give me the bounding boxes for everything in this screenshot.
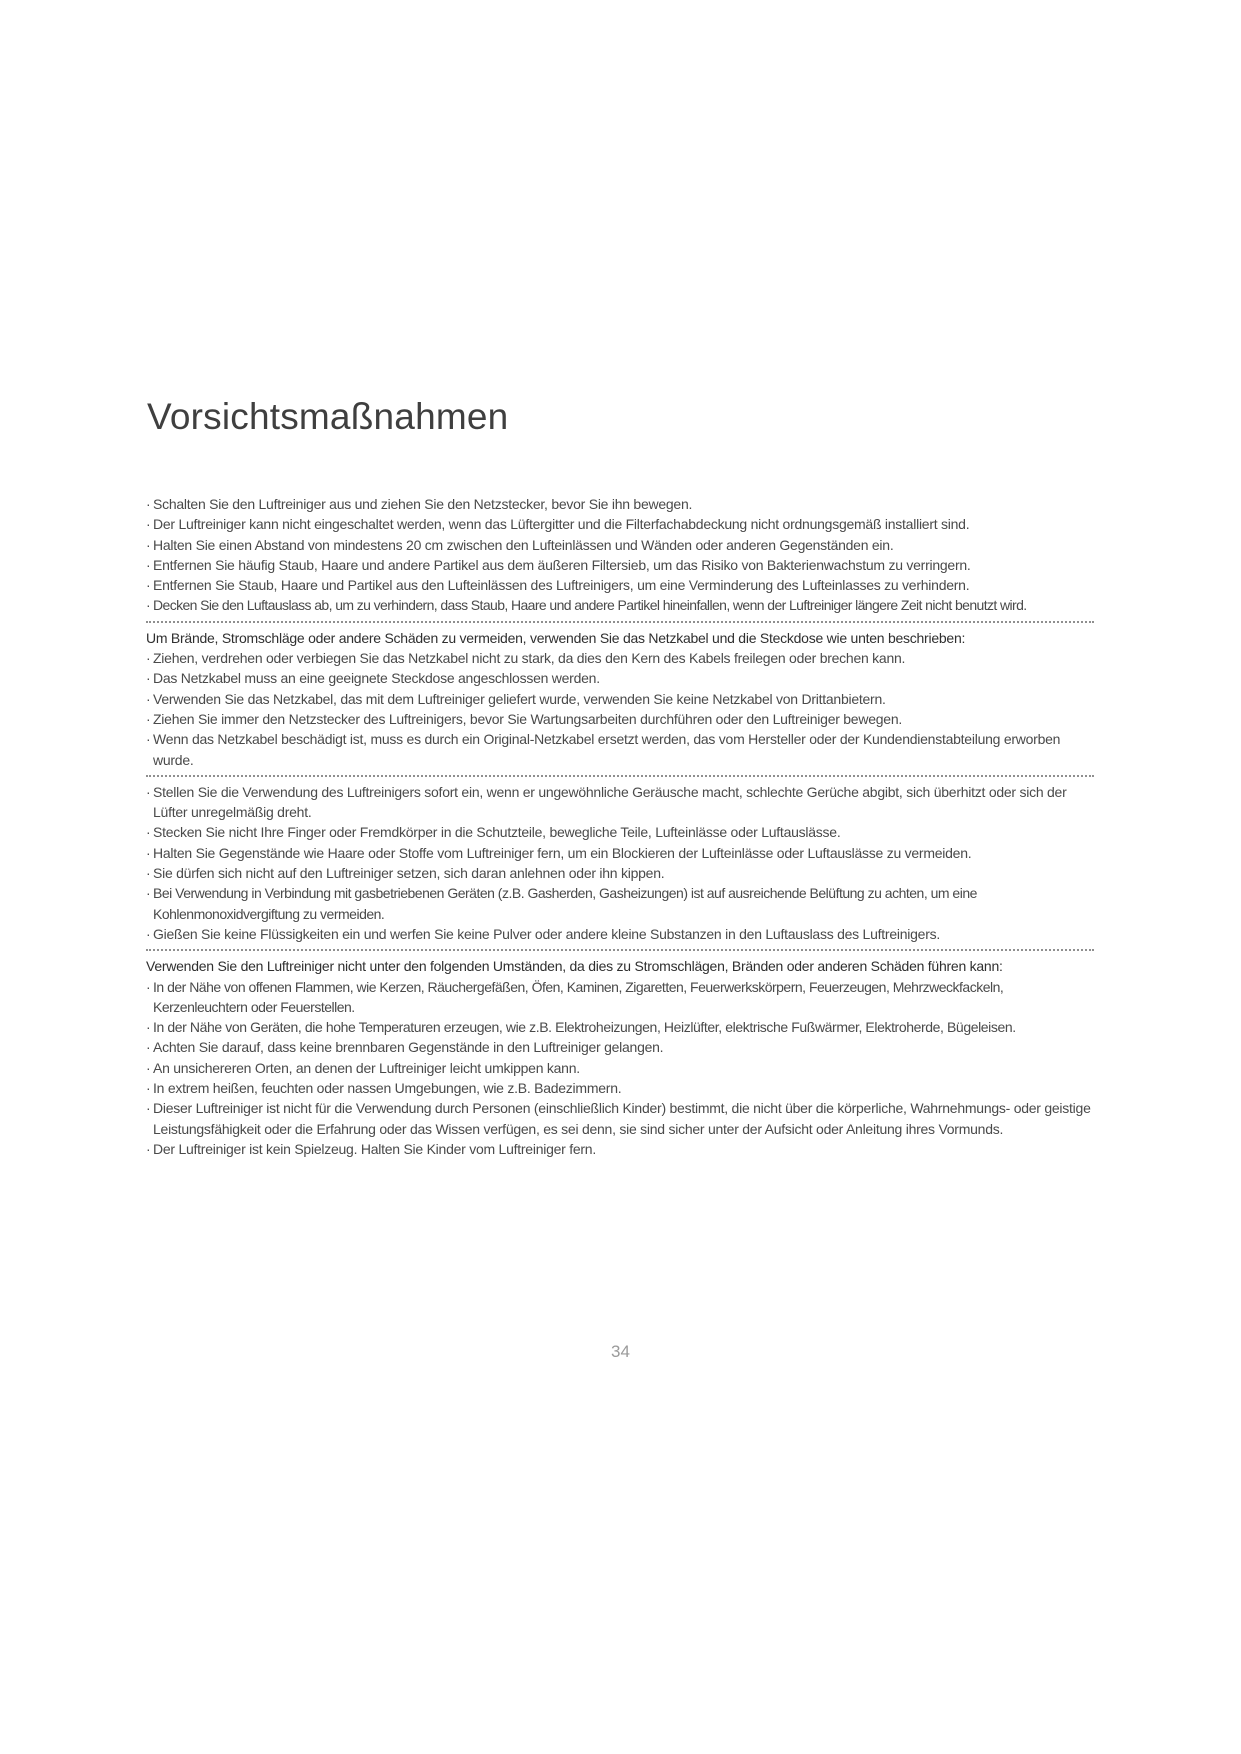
precautions-content xyxy=(146,494,1094,1159)
section-divider xyxy=(146,621,1094,623)
list-item: · Der Luftreiniger kann nicht eingeschaltet werden, wenn das Lüftergitter und die Filterfachabdeckung nicht ordnungsgemäß installiert sind. xyxy=(146,514,1094,534)
list-item: · Ziehen, verdrehen oder verbiegen Sie das Netzkabel nicht zu stark, da dies den Kern des Kabels freilegen oder brechen kann. xyxy=(146,648,1094,668)
list-item: · Bei Verwendung in Verbindung mit gasbetriebenen Geräten (z.B. Gasherden, Gasheizungen) ist auf ausreichende Belüftung zu achten, um eine Kohlenmonoxidvergiftung zu vermeiden. xyxy=(146,883,1094,924)
section-general-list xyxy=(146,494,1094,616)
section-general xyxy=(146,494,1094,616)
list-item: · Halten Sie einen Abstand von mindestens 20 cm zwischen den Lufteinlässen und Wänden oder anderen Gegenständen ein. xyxy=(146,535,1094,555)
list-item: · Decken Sie den Luftauslass ab, um zu verhindern, dass Staub, Haare und andere Partikel hineinfallen, wenn der Luftreiniger längere Zeit nicht benutzt wird. xyxy=(146,595,1094,615)
list-item: · In der Nähe von Geräten, die hohe Temperaturen erzeugen, wie z.B. Elektroheizungen, Heizlüfter, elektrische Fußwärmer, Elektroherde, Bügeleisen. xyxy=(146,1017,1094,1037)
section-power-cord xyxy=(146,628,1094,770)
list-item: · Stecken Sie nicht Ihre Finger oder Fremdkörper in die Schutzteile, bewegliche Teile, Lufteinlässe oder Luftauslässe. xyxy=(146,822,1094,842)
section-circumstances xyxy=(146,956,1094,1159)
section-divider xyxy=(146,949,1094,951)
list-item: · Der Luftreiniger ist kein Spielzeug. Halten Sie Kinder vom Luftreiniger fern. xyxy=(146,1139,1094,1159)
section-divider xyxy=(146,775,1094,777)
section-heading: Um Brände, Stromschläge oder andere Schäden zu vermeiden, verwenden Sie das Netzkabel und die Steckdose wie unten beschrieben: xyxy=(146,629,966,646)
list-item: · Sie dürfen sich nicht auf den Luftreiniger setzen, sich daran anlehnen oder ihn kippen. xyxy=(146,863,1094,883)
list-item: · Stellen Sie die Verwendung des Luftreinigers sofort ein, wenn er ungewöhnliche Geräusche macht, schlechte Gerüche abgibt, sich überhitzt oder sich der Lüfter unregelmäßig dreht. xyxy=(146,782,1094,823)
list-item: · Ziehen Sie immer den Netzstecker des Luftreinigers, bevor Sie Wartungsarbeiten durchführen oder den Luftreiniger bewegen. xyxy=(146,709,1094,729)
list-item: · In extrem heißen, feuchten oder nassen Umgebungen, wie z.B. Badezimmern. xyxy=(146,1078,1094,1098)
section-operation xyxy=(146,782,1094,944)
section-circumstances-list xyxy=(146,977,1094,1160)
page-title: Vorsichtsmaßnahmen xyxy=(147,396,509,437)
list-item: · Entfernen Sie häufig Staub, Haare und andere Partikel aus dem äußeren Filtersieb, um das Risiko von Bakterienwachstum zu verringern. xyxy=(146,555,1094,575)
section-power-cord-list xyxy=(146,648,1094,770)
list-item: · In der Nähe von offenen Flammen, wie Kerzen, Räuchergefäßen, Öfen, Kaminen, Zigaretten, Feuerwerkskörpern, Feuerzeugen, Mehrzweckfackeln, Kerzenleuchtern oder Feuerstellen. xyxy=(146,977,1094,1018)
list-item: · Halten Sie Gegenstände wie Haare oder Stoffe vom Luftreiniger fern, um ein Blockieren der Lufteinlässe oder Luftauslässe zu vermeiden. xyxy=(146,843,1094,863)
section-operation-list xyxy=(146,782,1094,944)
list-item: · Wenn das Netzkabel beschädigt ist, muss es durch ein Original-Netzkabel ersetzt werden, das vom Hersteller oder der Kundendienstabteilung erworben wurde. xyxy=(146,729,1094,770)
page-number: 34 xyxy=(611,1342,630,1361)
list-item: · Schalten Sie den Luftreiniger aus und ziehen Sie den Netzstecker, bevor Sie ihn bewegen. xyxy=(146,494,1094,514)
list-item: · Dieser Luftreiniger ist nicht für die Verwendung durch Personen (einschließlich Kinder) bestimmt, die nicht über die körperliche, Wahrnehmungs- oder geistige Leistungsfähigkeit oder die Erfahrung oder das Wissen verfügen, es sei denn, sie sind sicher unter der Aufsicht oder Anleitung ihres Vormunds. xyxy=(146,1098,1094,1139)
list-item: · Gießen Sie keine Flüssigkeiten ein und werfen Sie keine Pulver oder andere kleine Substanzen in den Luftauslass des Luftreinigers. xyxy=(146,924,1094,944)
list-item: · Das Netzkabel muss an eine geeignete Steckdose angeschlossen werden. xyxy=(146,668,1094,688)
list-item: · Achten Sie darauf, dass keine brennbaren Gegenstände in den Luftreiniger gelangen. xyxy=(146,1037,1094,1057)
list-item: · Entfernen Sie Staub, Haare und Partikel aus den Lufteinlässen des Luftreinigers, um eine Verminderung des Lufteinlasses zu verhindern. xyxy=(146,575,1094,595)
list-item: · An unsichereren Orten, an denen der Luftreiniger leicht umkippen kann. xyxy=(146,1058,1094,1078)
list-item: · Verwenden Sie das Netzkabel, das mit dem Luftreiniger geliefert wurde, verwenden Sie keine Netzkabel von Drittanbietern. xyxy=(146,689,1094,709)
section-heading: Verwenden Sie den Luftreiniger nicht unter den folgenden Umständen, da dies zu Stromschlägen, Bränden oder anderen Schäden führen kann: xyxy=(146,958,1003,975)
